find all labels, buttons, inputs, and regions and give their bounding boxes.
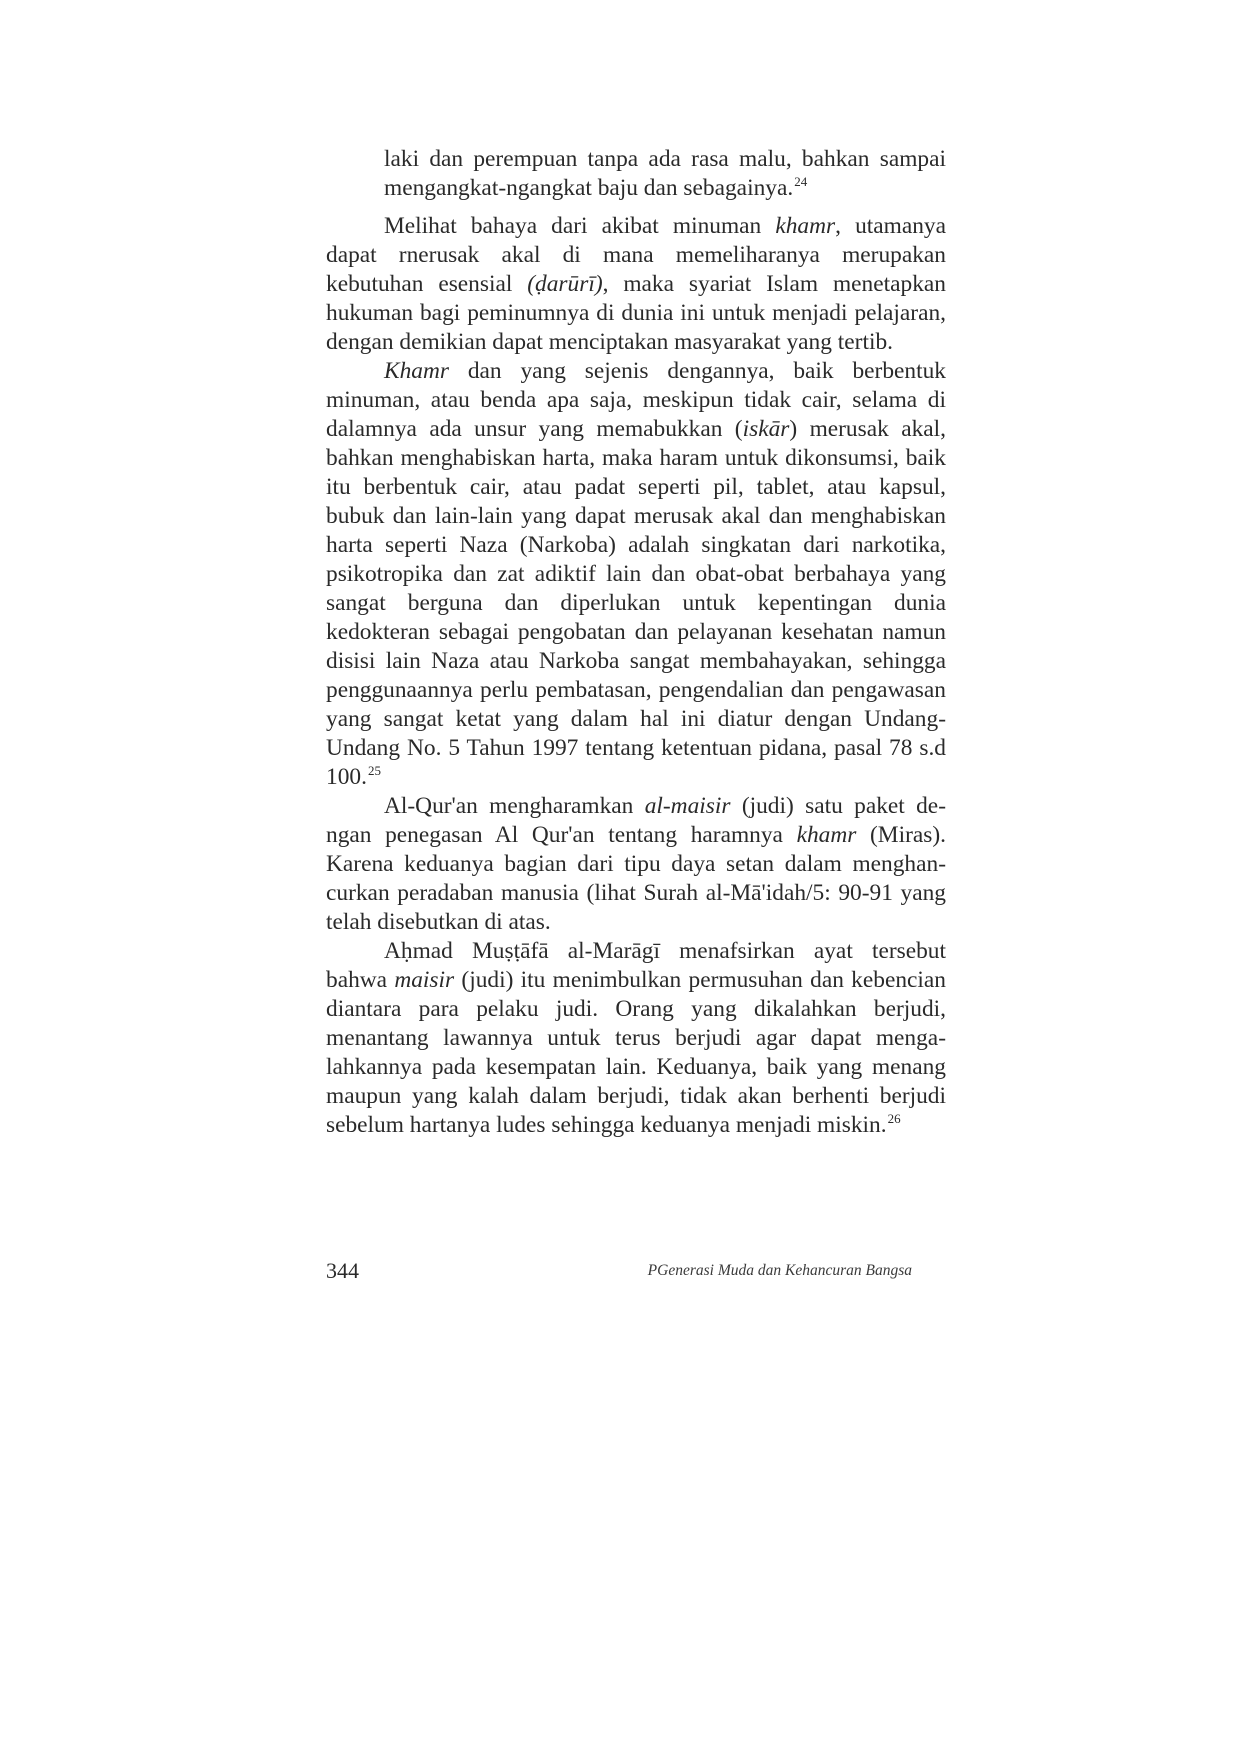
italic-term: iskār [742,416,790,442]
italic-term: maisir [394,967,455,993]
text-run: dan yang sejenis dengannya, baik berbentuk minuman, atau benda apa saja, meskipun tidak cair, selama di dalamnya ada unsur yang memabukkan ( [326,358,946,442]
italic-term: (ḍarūrī) [527,271,603,297]
paragraph-khamr-danger [326,212,946,357]
text-run: Melihat bahaya dari akibat minuman [384,213,776,239]
text-run: , utamanya dapat rnerusak akal di mana memeliharanya merupakan kebutuhan esensial [326,213,946,297]
page-number: 344 [326,1258,359,1283]
text-run: (judi) itu menimbulkan permusuhan dan kebencian diantara para pelaku judi. Orang yang dikalahkan berjudi, menantang lawannya untuk terus berjudi agar dapat mengalahkannya pada kesempatan lain. Keduanya, baik yang menang maupun yang kalah dalam berjudi, tidak akan berhenti berjudi sebelum hartanya ludes sehingga keduanya menjadi miskin. [326,967,946,1138]
italic-term: al-maisir [644,793,731,819]
text-run: (Miras). Karena keduanya bagian dari tipu daya setan dalam menghancurkan peradaban manusia (lihat Surah al-Mā'idah/5: 90-91 yang telah disebutkan di atas. [326,822,946,935]
paragraph-maisir [326,792,946,937]
page-footer [326,1258,912,1288]
footnote-marker: 25 [367,763,381,778]
page-body [326,145,946,1140]
footnote-marker: 26 [887,1111,901,1126]
paragraph-quote-continuation [326,145,946,203]
text-run: Aḥmad Muṣṭāfā al-Marāgī menafsirkan ayat tersebut bahwa [326,938,946,993]
paragraph-text: laki dan perempuan tanpa ada rasa malu, bahkan sampai mengangkat-ngangkat baju dan sebagainya. [384,146,946,201]
text-run: ) merusak akal, bahkan menghabiskan harta, maka haram untuk dikonsumsi, baik itu berbentuk cair, atau padat seperti pil, tablet, atau kapsul, bubuk dan lain-lain yang dapat merusak akal dan menghabiskan harta seperti Naza (Narkoba) adalah singkatan dari narkotika, psikotropika dan zat adiktif lain dan obat-obat berbahaya yang sangat berguna dan diperlukan untuk kepentingan dunia kedokteran sebagai pengobatan dan pelayanan kesehatan namun disisi lain Naza atau Narkoba sangat membahayakan, sehingga penggunaannya perlu pembatasan, pengendalian dan pengawasan yang sangat ketat yang dalam hal ini diatur dengan Undang-Undang No. 5 Tahun 1997 tentang ketentuan pidana, pasal 78 s.d 100. [326,416,947,790]
text-run: (judi) satu paket dengan penegasan Al Qur'an tentang haramnya [326,793,946,848]
paragraph-maragi-commentary [326,937,946,1140]
text-run: Al-Qur'an mengharamkan [384,793,645,819]
footnote-marker: 24 [794,174,808,189]
italic-term: khamr [796,822,857,848]
running-title: PGenerasi Muda dan Kehancuran Bangsa [647,1262,912,1279]
text-run: , maka syariat Islam menetapkan hukuman bagi peminumnya di dunia ini untuk menjadi pelajaran, dengan demikian dapat menciptakan masyarakat yang tertib. [326,271,946,355]
italic-term: Khamr [384,358,449,384]
italic-term: khamr [775,213,836,239]
paragraph-khamr-definition [326,357,946,792]
